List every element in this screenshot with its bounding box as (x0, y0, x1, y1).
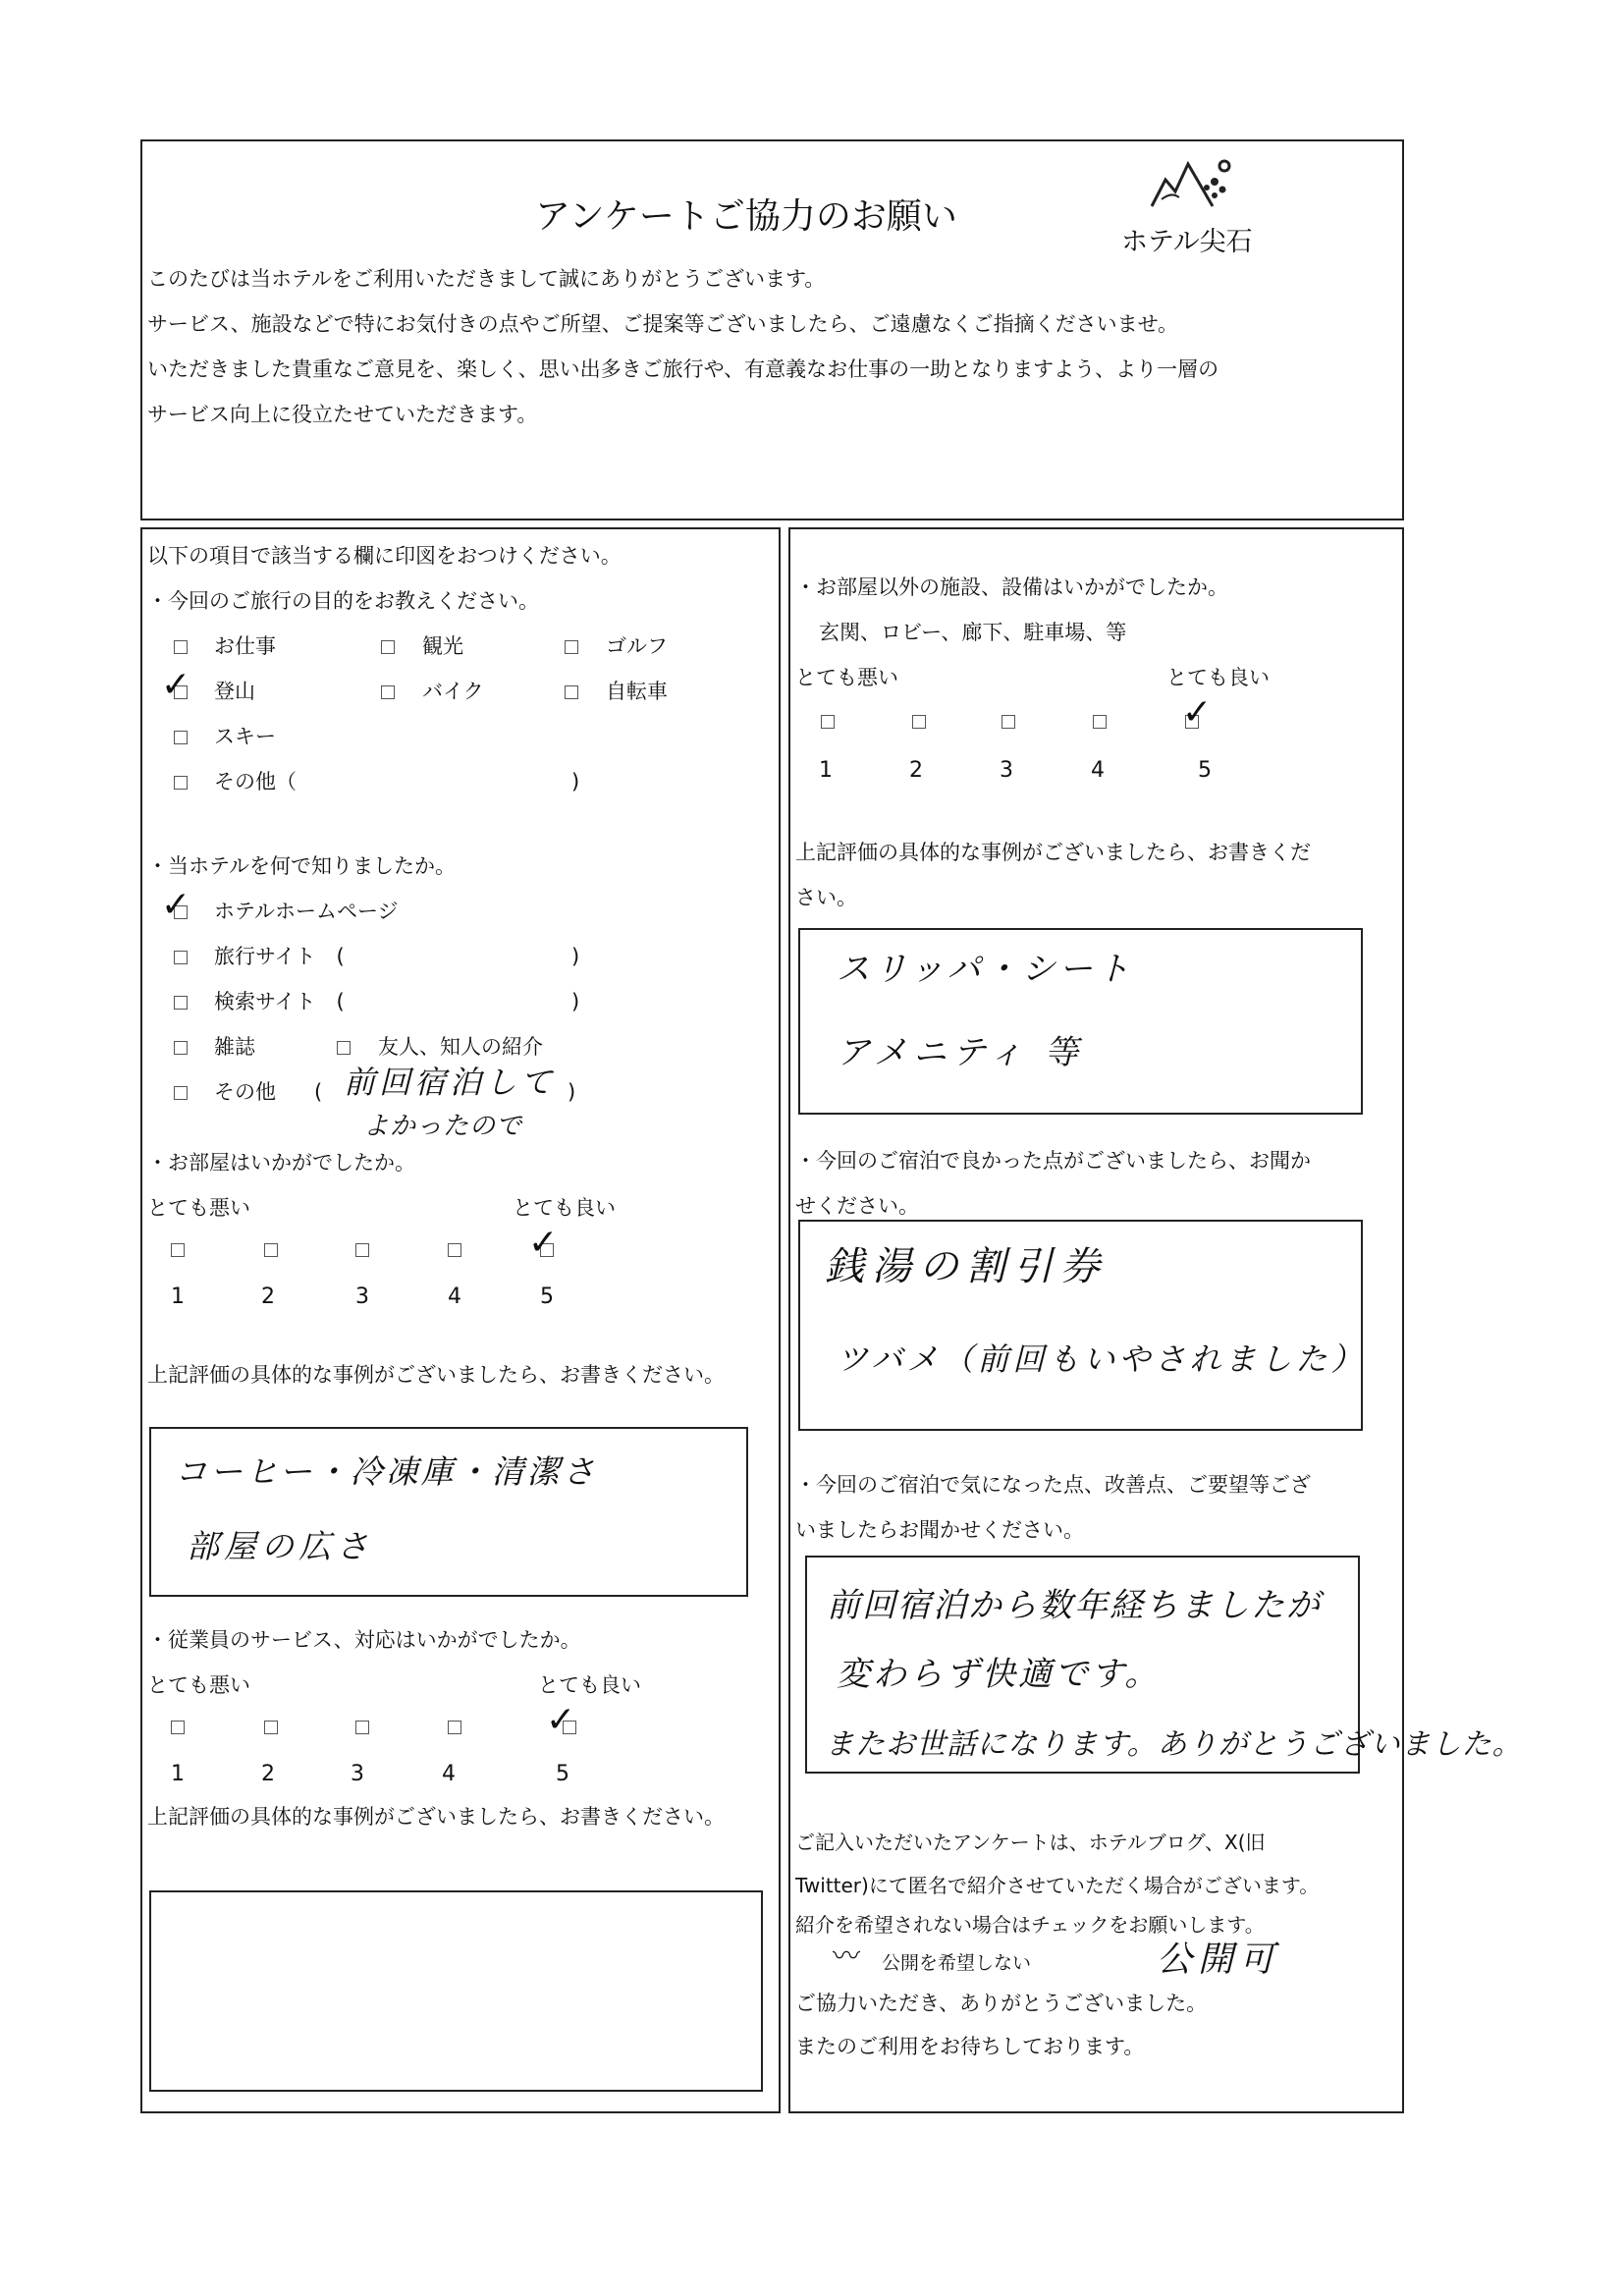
option-purpose-other: その他（ (214, 770, 297, 793)
optout-label: 公開を希望しない (882, 1952, 1032, 1974)
source-other-answer-2: よかったので (363, 1112, 523, 1141)
good-answer-line-2: ツバメ（前回もいやされました） (837, 1340, 1367, 1378)
facility-num-3: 3 (1000, 758, 1013, 783)
scale-low-label: とても悪い (147, 1196, 250, 1220)
option-friend: 友人、知人の紹介 (378, 1035, 543, 1059)
staff-rating-2[interactable] (264, 1721, 278, 1734)
facility-rating-2[interactable] (912, 715, 926, 729)
q-staff-detail: 上記評価の具体的な事例がございましたら、お書きください。 (147, 1805, 725, 1829)
improve-answer-line-3: またお世話になります。ありがとうございました。 (825, 1727, 1523, 1762)
room-num-5: 5 (540, 1285, 554, 1309)
q-source: ・当ホテルを何で知りましたか。 (147, 854, 456, 878)
q-improve-1: ・今回のご宿泊で気になった点、改善点、ご要望等ござ (795, 1473, 1311, 1497)
staff-answer-box[interactable] (149, 1890, 763, 2092)
hotel-logo-icon (1144, 152, 1242, 221)
room-num-4: 4 (448, 1285, 461, 1309)
option-ski: スキー (214, 725, 276, 748)
staff-num-2: 2 (261, 1762, 275, 1786)
optout-handwritten: 公開可 (1157, 1940, 1281, 1980)
scribble-icon: 〰 (833, 1940, 861, 1972)
checkbox-friend[interactable] (337, 1041, 351, 1055)
option-purpose-other-close: ) (571, 770, 580, 793)
note-line-2: Twitter)にて匿名で紹介させていただく場合がございます。 (795, 1874, 1320, 1897)
staff-rating-3[interactable] (355, 1721, 369, 1734)
option-travel-site-close: ) (571, 945, 580, 968)
checkmark-icon: ✓ (161, 665, 191, 705)
intro-line-1: このたびは当ホテルをご利用いただきまして誠にありがとうございます。 (147, 267, 826, 291)
scale-high-label: とても良い (513, 1196, 616, 1220)
facility-answer-line-1: スリッパ・シート (837, 950, 1134, 989)
room-rating-1[interactable] (171, 1243, 185, 1257)
checkbox-sightseeing[interactable] (381, 640, 395, 654)
q-improve-2: いましたらお聞かせください。 (795, 1518, 1084, 1542)
option-sightseeing: 観光 (422, 634, 463, 658)
facility-answer-line-2: アメニティ 等 (837, 1033, 1085, 1072)
option-work: お仕事 (214, 634, 276, 658)
option-bike: バイク (422, 680, 484, 703)
checkbox-bike[interactable] (381, 685, 395, 699)
instruction: 以下の項目で該当する欄に印図をおつけください。 (147, 544, 622, 568)
facility-scale-high: とても良い (1166, 666, 1270, 689)
checkbox-purpose-other[interactable] (174, 776, 188, 790)
option-golf: ゴルフ (606, 634, 668, 658)
option-magazine: 雑誌 (214, 1035, 255, 1059)
checkbox-ski[interactable] (174, 731, 188, 744)
option-search-site: 検索サイト ( (214, 990, 345, 1013)
intro-line-3: いただきました貴重なご意見を、楽しく、思い出多きご旅行や、有意義なお仕事の一助となりますよう、より一層の (147, 357, 1219, 381)
checkmark-icon: ✓ (528, 1223, 559, 1263)
intro-line-2: サービス、施設などで特にお気付きの点やご所望、ご提案等ございましたら、ご遠慮なくご指摘くださいませ。 (147, 312, 1178, 336)
room-num-2: 2 (261, 1285, 275, 1309)
good-answer-line-1: 銭湯の割引券 (825, 1244, 1108, 1289)
option-source-other: その他 (214, 1080, 276, 1104)
q-good-2: せください。 (795, 1194, 919, 1218)
improve-answer-line-2: 変わらず快適です。 (837, 1655, 1162, 1694)
room-num-3: 3 (355, 1285, 369, 1309)
staff-num-3: 3 (351, 1762, 364, 1786)
note-line-1: ご記入いただいたアンケートは、ホテルブログ、X(旧 (795, 1831, 1266, 1854)
room-answer-line-2: 部屋の広さ (187, 1527, 373, 1565)
thanks-line-1: ご協力いただき、ありがとうございました。 (795, 1992, 1208, 2015)
q-room-detail: 上記評価の具体的な事例がございましたら、お書きください。 (147, 1363, 725, 1387)
option-climbing: 登山 (214, 680, 255, 703)
intro-line-4: サービス向上に役立たせていただきます。 (147, 403, 538, 426)
staff-rating-1[interactable] (171, 1721, 185, 1734)
facility-num-2: 2 (909, 758, 923, 783)
facility-num-4: 4 (1091, 758, 1105, 783)
q-facility-detail-1: 上記評価の具体的な事例がございましたら、お書きくだ (795, 841, 1311, 864)
option-source-other-open: ( (314, 1080, 323, 1104)
facility-rating-1[interactable] (821, 715, 835, 729)
staff-num-1: 1 (171, 1762, 185, 1786)
room-rating-4[interactable] (448, 1243, 461, 1257)
checkbox-travel-site[interactable] (174, 951, 188, 964)
source-other-close: ) (568, 1080, 576, 1104)
staff-num-4: 4 (442, 1762, 456, 1786)
checkbox-source-other[interactable] (174, 1086, 188, 1100)
checkbox-magazine[interactable] (174, 1041, 188, 1055)
room-num-1: 1 (171, 1285, 185, 1309)
q-facility-detail-2: さい。 (795, 886, 857, 909)
improve-answer-line-1: 前回宿泊から数年経ちましたが (827, 1586, 1322, 1625)
facility-rating-4[interactable] (1093, 715, 1107, 729)
note-line-3: 紹介を希望されない場合はチェックをお願いします。 (795, 1913, 1265, 1937)
source-other-answer: 前回宿泊して (344, 1064, 557, 1101)
q-staff: ・従業員のサービス、対応はいかがでしたか。 (147, 1628, 581, 1652)
checkbox-bicycle[interactable] (565, 685, 578, 699)
q-purpose: ・今回のご旅行の目的をお教えください。 (147, 589, 539, 613)
facility-num-1: 1 (819, 758, 833, 783)
checkmark-icon: ✓ (1182, 692, 1213, 733)
facility-num-5: 5 (1198, 758, 1212, 783)
room-rating-2[interactable] (264, 1243, 278, 1257)
staff-num-5: 5 (556, 1762, 569, 1786)
page-title: アンケートご協力のお願い (535, 196, 957, 237)
checkbox-work[interactable] (174, 640, 188, 654)
q-good-1: ・今回のご宿泊で良かった点がございましたら、お聞か (795, 1149, 1311, 1173)
option-search-site-close: ) (571, 990, 580, 1013)
left-column (140, 527, 781, 2113)
checkbox-search-site[interactable] (174, 996, 188, 1010)
facility-scale-low: とても悪い (795, 666, 898, 689)
room-rating-3[interactable] (355, 1243, 369, 1257)
option-travel-site: 旅行サイト ( (214, 945, 345, 968)
room-answer-line-1: コーヒー・冷凍庫・清潔さ (175, 1452, 598, 1491)
facility-examples: 玄関、ロビー、廊下、駐車場、等 (819, 621, 1127, 644)
checkmark-icon: ✓ (546, 1700, 576, 1740)
option-hotel-homepage: ホテルホームページ (214, 900, 399, 923)
staff-rating-4[interactable] (448, 1721, 461, 1734)
logo-text: ホテル尖石 (1121, 227, 1253, 257)
staff-scale-low: とても悪い (147, 1673, 250, 1697)
checkmark-icon: ✓ (161, 885, 191, 925)
facility-rating-3[interactable] (1001, 715, 1015, 729)
q-facility: ・お部屋以外の施設、設備はいかがでしたか。 (795, 575, 1228, 599)
option-bicycle: 自転車 (606, 680, 668, 703)
q-room: ・お部屋はいかがでしたか。 (147, 1151, 415, 1175)
staff-scale-high: とても良い (538, 1673, 641, 1697)
checkbox-golf[interactable] (565, 640, 578, 654)
thanks-line-2: またのご利用をお待ちしております。 (795, 2035, 1145, 2058)
